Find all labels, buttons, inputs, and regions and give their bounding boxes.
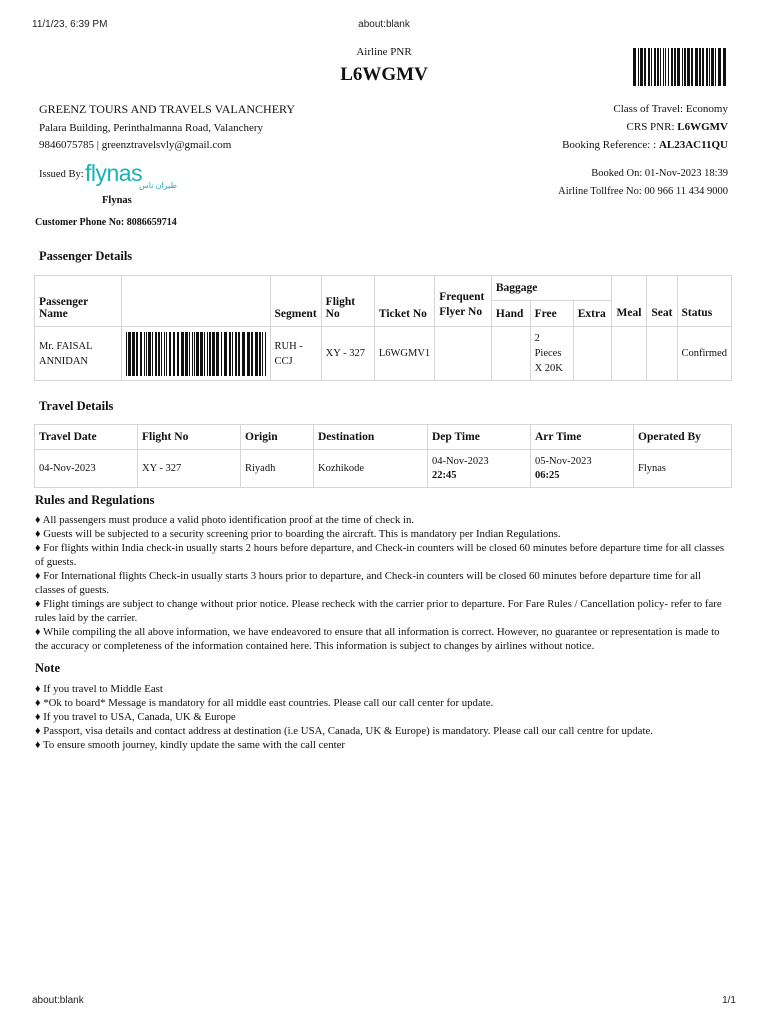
free-cell — [530, 327, 573, 381]
passenger-table — [34, 275, 732, 381]
list-item: ♦ If you travel to Middle East — [35, 683, 163, 695]
customer-phone: Customer Phone No: 8086659714 — [35, 217, 177, 228]
segment-cell — [270, 327, 321, 381]
col-travel-flight-no: Flight No — [138, 425, 241, 450]
dep-cell — [428, 450, 531, 488]
col-operated-by: Operated By — [634, 425, 732, 450]
ticket-no-cell: L6WGMV1 — [374, 327, 434, 381]
note-title: Note — [35, 661, 60, 675]
segment-line1: RUH - — [274, 340, 303, 352]
travel-table — [34, 424, 732, 488]
dep-time: 22:45 — [432, 469, 457, 481]
travel-date-cell: 04-Nov-2023 — [35, 450, 138, 488]
print-page-count: 1/1 — [722, 995, 736, 1006]
table-row — [35, 450, 732, 488]
pnr-barcode — [633, 48, 729, 86]
col-baggage: Baggage — [491, 276, 612, 301]
print-footer-url: about:blank — [32, 995, 84, 1006]
seat-cell — [647, 327, 677, 381]
status-cell: Confirmed — [677, 327, 732, 381]
crs-value: L6WGMV — [677, 121, 728, 133]
list-item: ♦ If you travel to USA, Canada, UK & Europe — [35, 711, 236, 723]
col-meal: Meal — [612, 301, 647, 327]
operated-by-cell: Flynas — [634, 450, 732, 488]
list-item: ♦ Guests will be subjected to a security screening prior to boarding the aircraft. This is mandatory per Indian Regulations. — [35, 528, 561, 540]
list-item: ♦ Passport, visa details and contact address at destination (i.e USA, Canada, UK & Europe) is mandatory. Please call our call centre for update. — [35, 725, 653, 737]
free-line1: 2 — [534, 333, 540, 344]
class-label: Class of Travel: — [613, 103, 684, 115]
arr-cell — [531, 450, 634, 488]
col-destination: Destination — [314, 425, 428, 450]
crs-pnr — [627, 121, 728, 133]
airline-name: Flynas — [102, 195, 132, 206]
ref-label: Booking Reference: : — [562, 139, 657, 151]
col-origin: Origin — [241, 425, 314, 450]
passenger-details-title: Passenger Details — [39, 249, 133, 263]
col-travel-date: Travel Date — [35, 425, 138, 450]
booking-reference — [562, 139, 728, 151]
origin-cell: Riyadh — [241, 450, 314, 488]
col-ffn-line2: Flyer No — [439, 306, 483, 318]
passenger-name-cell — [35, 327, 122, 381]
pnr-label: Airline PNR — [356, 46, 412, 58]
col-passenger-name: Passenger Name — [35, 276, 122, 327]
arr-date: 05-Nov-2023 — [535, 455, 592, 467]
table-row — [35, 327, 732, 381]
col-seat: Seat — [647, 301, 677, 327]
print-title: about:blank — [358, 19, 410, 30]
col-hand: Hand — [491, 301, 530, 327]
agency-address: Palara Building, Perinthalmanna Road, Valanchery — [39, 122, 264, 134]
passenger-name-line1: Mr. FAISAL — [39, 340, 93, 352]
flight-no-cell: XY - 327 — [321, 327, 374, 381]
col-status-top — [677, 276, 732, 301]
airline-tollfree: Airline Tollfree No: 00 966 11 434 9000 — [558, 186, 728, 197]
free-line2: Pieces — [534, 348, 562, 359]
flynas-logo — [85, 160, 177, 190]
free-line3: X 20K — [534, 363, 563, 374]
col-arr-time: Arr Time — [531, 425, 634, 450]
col-flight-no: Flight No — [321, 276, 374, 327]
list-item: ♦ All passengers must produce a valid photo identification proof at the time of check in. — [35, 514, 415, 526]
print-datetime: 11/1/23, 6:39 PM — [32, 19, 108, 30]
flynas-logo-text: flynas — [85, 160, 143, 186]
col-seat-top — [647, 276, 677, 301]
ffn-cell — [435, 327, 492, 381]
list-item: ♦ To ensure smooth journey, kindly update the same with the call center — [35, 739, 345, 751]
extra-cell — [573, 327, 612, 381]
col-frequent-flyer — [435, 276, 492, 327]
pnr-value: L6WGMV — [340, 64, 428, 85]
col-dep-time: Dep Time — [428, 425, 531, 450]
rules-title: Rules and Regulations — [35, 493, 155, 507]
class-of-travel — [613, 103, 728, 115]
list-item: ♦ Flight timings are subject to change without prior notice. Please recheck with the carrier prior to departure. For Fare Rules / Cancellation policy- refer to fare rules laid by the carrier. — [35, 598, 722, 624]
col-barcode — [121, 276, 270, 327]
arr-time: 06:25 — [535, 469, 560, 481]
hand-cell — [491, 327, 530, 381]
crs-label: CRS PNR: — [626, 121, 675, 133]
passenger-barcode-cell — [121, 327, 270, 381]
col-extra: Extra — [573, 301, 612, 327]
col-free: Free — [530, 301, 573, 327]
class-value: Economy — [685, 103, 728, 115]
issued-by-label: Issued By: — [39, 169, 84, 180]
col-meal-top — [612, 276, 647, 301]
segment-line2: CCJ — [274, 355, 293, 367]
booked-on: Booked On: 01-Nov-2023 18:39 — [591, 168, 728, 179]
dep-date: 04-Nov-2023 — [432, 455, 489, 467]
list-item: ♦ *Ok to board* Message is mandatory for all middle east countries. Please call our call center for update. — [35, 697, 494, 709]
agency-name: GREENZ TOURS AND TRAVELS VALANCHERY — [39, 102, 296, 116]
col-status: Status — [677, 301, 732, 327]
meal-cell — [612, 327, 647, 381]
col-ffn-line1: Frequent — [439, 291, 485, 303]
ref-value: AL23AC11QU — [658, 139, 728, 151]
list-item: ♦ While compiling the all above information, we have endeavored to ensure that all information is correct. However, no guarantee or representation is made to the accuracy or completeness of the information contained here. This information is subject to changes by airlines without notice. — [35, 626, 720, 652]
rules-list — [35, 513, 725, 653]
col-ticket-no: Ticket No — [374, 276, 434, 327]
agency-contact: 9846075785 | greenztravelsvly@gmail.com — [39, 139, 232, 151]
flynas-logo-arabic: طيران ناس — [139, 181, 177, 190]
destination-cell: Kozhikode — [314, 450, 428, 488]
passenger-name-line2: ANNIDAN — [39, 355, 88, 367]
list-item: ♦ For flights within India check-in usually starts 2 hours before departure, and Check-in counters will be closed 60 minutes before departure time for all classes of guests. — [35, 542, 725, 568]
col-segment: Segment — [270, 276, 321, 327]
passenger-barcode — [126, 332, 266, 376]
travel-details-title: Travel Details — [39, 399, 114, 413]
list-item: ♦ For International flights Check-in usually starts 3 hours prior to departure, and Check-in counters will be closed 60 minutes before departure time for all classes of guests. — [35, 570, 702, 596]
note-list — [35, 682, 725, 752]
travel-flight-cell: XY - 327 — [138, 450, 241, 488]
